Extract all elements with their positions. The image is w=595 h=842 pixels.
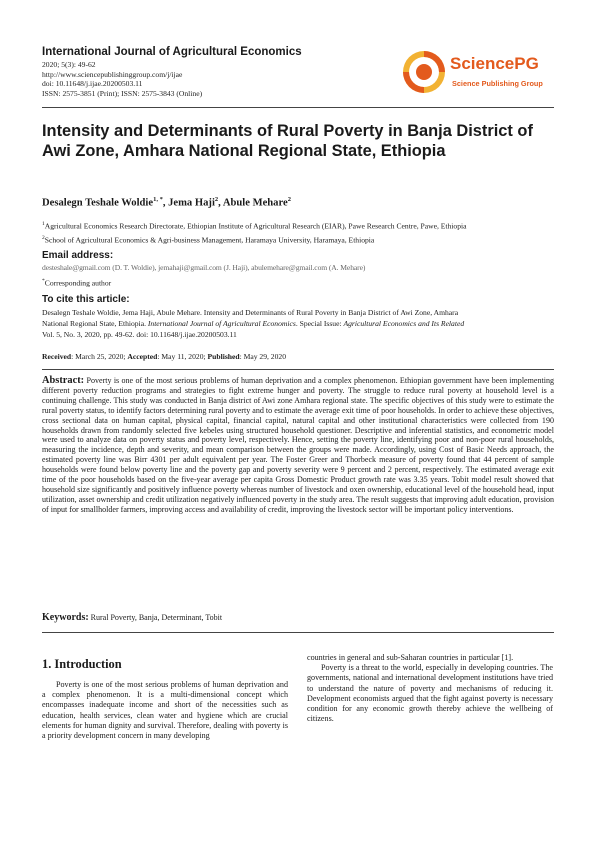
author-sup: 1, * (153, 196, 163, 203)
keywords-label: Keywords: (42, 612, 89, 623)
paragraph: Poverty is one of the most serious problems of human deprivation and a complex phenomenon. It is a multi-dimensional concept which encompasses inadequate income and short of the necessities such as education, health services, clean water and hygiene which are crucial elements for human dignity and survival. Therefore, dealing with poverty is a priority development concern in many developing (42, 680, 288, 741)
abstract-text: Poverty is one of the most serious problems of human deprivation and a complex phenomenon. Ethiopian government have been implementing different poverty reduction programs and strategies to fight extreme hunger and poverty. The struggle to reduce rural poverty at household level is a continuing challenge. This study was conducted in Banja district of Awi zone Amhara regional state. The specific objectives of this study were to estimate the rural poverty status, to identify factors determining rural poverty and to estimate the average exit time of poor households. In order to achieve these objectives, cross sectional data on human capital, physical capital, financial capital, natural capital and other institutional characteristics were collected from 190 households drawn from randomly selected five kebeles using structured household questioner. Descriptive and inferential statistics, and econometric model were used to analyze data on poverty status and poverty level, respectively. Hence, setting the poverty line, identifying poor and non-poor rural households, measuring the incidence, depth and severity, and mean comparison between the groups were made. Accordingly, using Cost of Basic Needs approach, the estimated poverty line was Birr 4301 per adult equivalent per year. The Foster Greer and Thorbeck measure of poverty found that 44 percent of sample households were found below poverty line and the poverty gap and poverty severity were 9 percent and 2 percent, respectively. The estimated average exit time of the poor households based on the five-year average per capita Gross Domestic Product growth rate was 3.35 years. Tobit model result showed that household size significantly and positively influence poverty whereas number of livestock and oxen ownership, educational level of the household head, input utilization, asset ownership and credit utilization negatively influenced poverty in the study area. The result suggests that improving adult education, provision of input for smallholder farmers, improving access and availability of credit, improving the livestock sector will be important policy interventions. (42, 376, 555, 514)
journal-issue: 2020; 5(3): 49-62 (42, 60, 96, 69)
cite-heading: To cite this article: (42, 294, 130, 305)
author-list: Desalegn Teshale Woldie$^{1, *}$, Jema Haji$^2$, Abule Mehare$^2$ (42, 196, 291, 209)
keywords (42, 612, 222, 623)
article-title: Intensity and Determinants of Rural Poverty in Banja District of Awi Zone, Amhara National Regional State, Ethiopia (42, 122, 533, 160)
cite-issue: Agricultural Economics and Its Related (343, 319, 465, 328)
author-name: Jema Haji (168, 197, 215, 209)
sciencepg-logo-icon (400, 48, 452, 96)
affiliation-2: $^2$School of Agricultural Economics & Agri-business Management, Haramaya University, Haramaya, Ethiopia (42, 235, 375, 245)
journal-meta (42, 60, 202, 98)
cite-doi[interactable]: Vol. 5, No. 3, 2020, pp. 49-62. doi: 10.11648/j.ijae.20200503.11 (42, 330, 237, 339)
logo-subtitle: Science Publishing Group (452, 79, 543, 88)
email-list[interactable]: desteshale@gmail.com (D. T. Woldie), jemahaji@gmail.com (J. Haji), abulemehare@gmail.com (A. Mehare) (42, 263, 366, 272)
author-name: Desalegn Teshale Woldie (42, 197, 154, 209)
abstract-divider-top (42, 369, 554, 370)
author-sup: 2 (214, 196, 219, 203)
journal-url[interactable]: http://www.sciencepublishinggroup.com/j/ijae (42, 69, 183, 79)
journal-issn: ISSN: 2575-3851 (Print); ISSN: 2575-3843 (Online) (42, 88, 203, 98)
keywords-text: Rural Poverty, Banja, Determinant, Tobit (90, 613, 223, 622)
abstract (42, 376, 554, 515)
paragraph: Poverty is a threat to the world, especially in developing countries. The governments, national and international development institutions have tried to understand the nature of poverty and mechanisms of reducing it. Development economists argued that the fight against poverty is necessary condition for any economic growth thereby achieve the wellbeing of citizens. (307, 663, 553, 724)
author-sup: 2 (287, 196, 291, 203)
paragraph: countries in general and sub-Saharan countries in particular [1]. (307, 653, 514, 662)
citation: Desalegn Teshale Woldie, Jema Haji, Abule Mehare. Intensity and Determinants of Rural Poverty in Banja District of Awi Zone, Amhara National Regional State, Ethiopia. International Journal of Agricultural Economics. Special Issue: Agricultural Economics and Its Related Vol. 5, No. 3, 2020, pp. 49-62. doi: 10.11648/j.ijae.20200503.11 (42, 307, 554, 340)
journal-name: International Journal of Agricultural Economics (42, 46, 302, 58)
logo-name: SciencePG (450, 54, 539, 73)
right-column (307, 653, 553, 724)
cite-journal: International Journal of Agricultural Economics (147, 319, 296, 328)
section-heading: 1. Introduction (42, 657, 122, 671)
author-name: Abule Mehare (222, 197, 288, 209)
abstract-label: Abstract: (42, 375, 85, 386)
email-heading: Email address: (42, 250, 114, 261)
left-column (42, 680, 288, 741)
header-divider (42, 107, 554, 108)
journal-doi[interactable]: doi: 10.11648/j.ijae.20200503.11 (42, 79, 143, 89)
affiliation-1: $^1$Agricultural Economics Research Directorate, Ethiopian Institute of Agricultural Research (EIAR), Pawe Research Centre, Pawe, Ethiopia (42, 221, 467, 231)
abstract-divider-bottom (42, 632, 554, 633)
publication-dates: Received: March 25, 2020; Accepted: May 11, 2020; Published: May 29, 2020 (42, 352, 286, 361)
corresponding-author: *Corresponding author (42, 278, 112, 288)
